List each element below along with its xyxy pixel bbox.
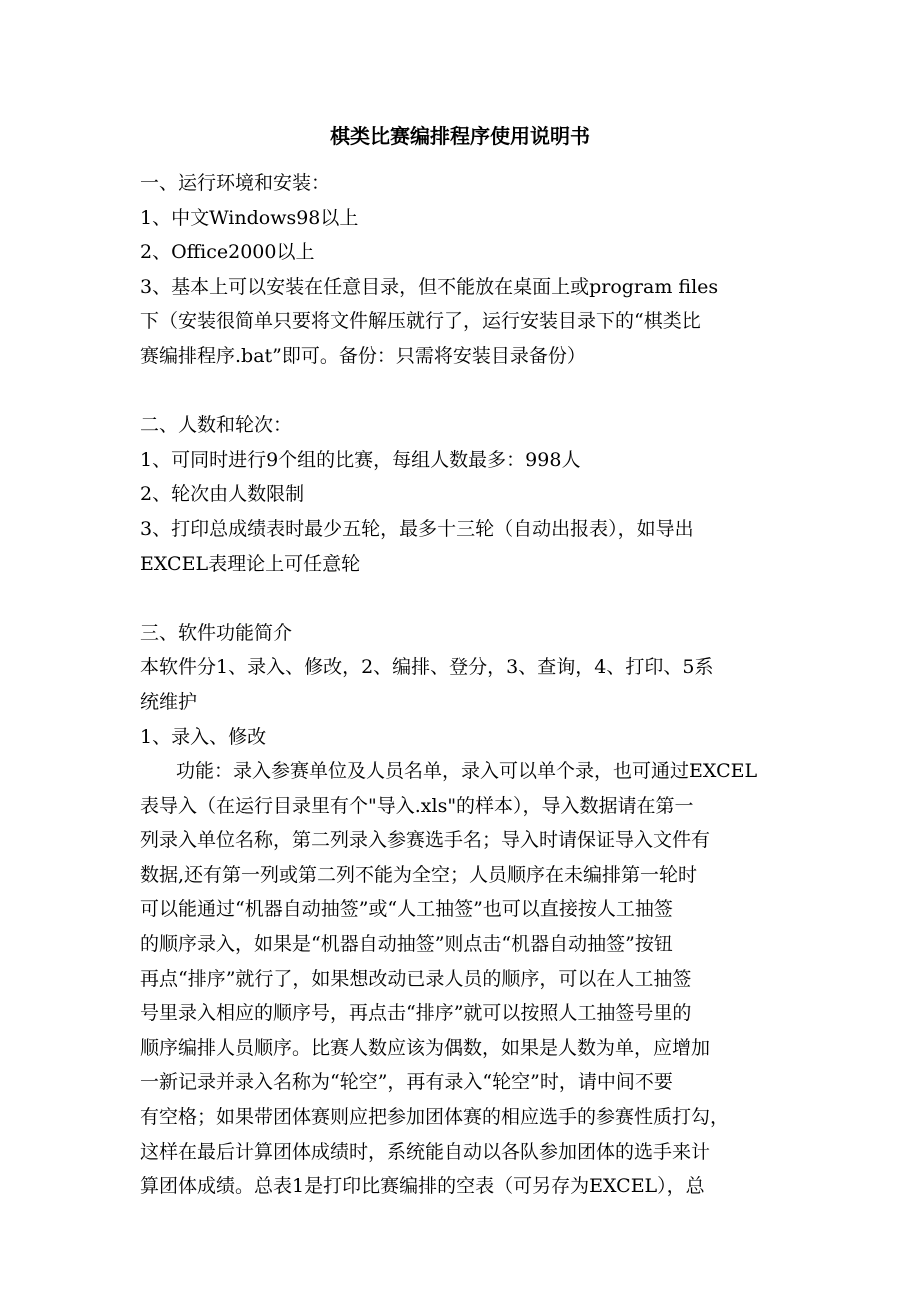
text-line: 有空格；如果带团体赛则应把参加团体赛的相应选手的参赛性质打勾， [140,1106,730,1129]
text-line: 号里录入相应的顺序号，再点击“排序”就可以按照人工抽签号里的 [140,1002,692,1025]
text-line: 功能：录入参赛单位及人员名单，录入可以单个录，也可通过EXCEL [176,760,758,783]
text-line: 一新记录并录入名称为“轮空”，再有录入“轮空”时，请中间不要 [140,1071,673,1094]
section-heading-features: 三、软件功能简介 [140,621,293,644]
text-line: 的顺序录入，如果是“机器自动抽签”则点击“机器自动抽签”按钮 [140,933,673,956]
text-line: 顺序编排人员顺序。比赛人数应该为偶数，如果是人数为单，应增加 [140,1036,711,1059]
text-line: 3、打印总成绩表时最少五轮，最多十三轮（自动出报表），如导出 [140,517,694,540]
text-line: 2、轮次由人数限制 [140,483,305,506]
text-line: 2、Office2000以上 [140,241,315,264]
subsection-heading-input: 1、录入、修改 [140,725,267,748]
text-line: 可以能通过“机器自动抽签”或“人工抽签”也可以直接按人工抽签 [140,898,673,921]
text-line: 1、中文Windows98以上 [140,206,359,229]
section-heading-environment: 一、运行环境和安装： [140,172,331,194]
text-line: 列录入单位名称，第二列录入参赛选手名；导入时请保证导入文件有 [140,829,711,852]
text-line: 算团体成绩。总表1是打印比赛编排的空表（可另存为EXCEL），总 [140,1175,705,1198]
text-line: 赛编排程序.bat”即可。备份：只需将安装目录备份） [140,344,586,367]
document-body [140,166,800,1204]
text-line: 表导入（在运行目录里有个"导入.xls"的样本），导入数据请在第一 [140,794,694,817]
section-heading-players-rounds: 二、人数和轮次： [140,414,293,437]
text-line: 统维护 [140,690,198,713]
text-line: 本软件分1、录入、修改，2、编排、登分，3、查询，4、打印、5系 [140,656,714,679]
text-line: 这样在最后计算团体成绩时，系统能自动以各队参加团体的选手来计 [140,1140,711,1163]
text-line: 1、可同时进行9个组的比赛，每组人数最多：998人 [140,448,581,471]
text-line: 3、基本上可以安装在任意目录，但不能放在桌面上或program files [140,275,719,298]
blank-line [140,374,800,409]
blank-line [140,581,800,616]
text-line: 数据,还有第一列或第二列不能为全空；人员顺序在未编排第一轮时 [140,863,698,886]
text-line: 下（安装很简单只要将文件解压就行了，运行安装目录下的“棋类比 [140,310,701,333]
text-line: 再点“排序”就行了，如果想改动已录人员的顺序，可以在人工抽签 [140,967,692,990]
text-line: EXCEL表理论上可任意轮 [140,552,361,575]
document-title: 棋类比赛编排程序使用说明书 [330,124,590,148]
